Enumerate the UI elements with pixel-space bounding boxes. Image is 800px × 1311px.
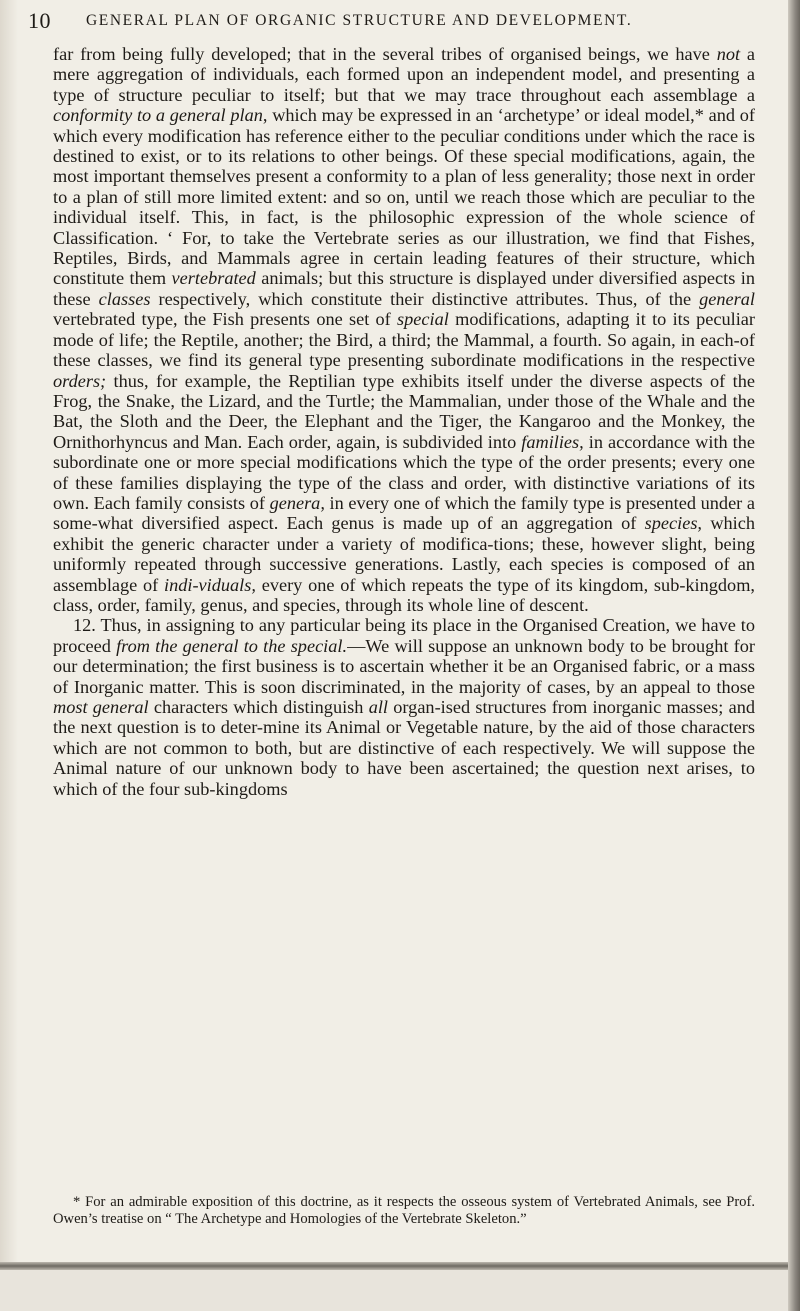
italic-run: conformity to a general plan — [53, 105, 263, 126]
page-body — [53, 44, 755, 799]
text-run: 12. Thus, in assigning to any particular being its place in the Organised Creation, we have to proceed — [53, 615, 755, 656]
text-run: thus, for example, the Reptilian type exhibits itself under the diverse aspects of the Frog, the Snake, the Lizard, and the Turtle; the Mammalian, under those of the Whale and the Bat, the Sloth and the Deer, the Elephant and the Tiger, the Kangaroo and the Monkey, the Ornithorhyncus and Man. Each order, again, is subdivided into — [53, 370, 755, 452]
bottom-rule — [0, 1262, 788, 1270]
italic-run: indi-viduals, — [164, 574, 256, 595]
page-header — [28, 8, 760, 38]
italic-run: species, — [644, 513, 703, 534]
paragraph-12 — [53, 615, 755, 799]
page-edge — [788, 0, 800, 1311]
italic-run: not — [716, 44, 741, 64]
italic-run: special — [397, 309, 449, 330]
text-run: vertebrated type, the Fish presents one set of — [53, 309, 398, 330]
paragraph-1 — [53, 44, 755, 615]
text-run: every one of which repeats the type of its kingdom, sub-kingdom, class, order, family, genus, and species, through its whole line of descent. — [53, 574, 755, 615]
running-head: GENERAL PLAN OF ORGANIC STRUCTURE AND DEVELOPMENT. — [86, 12, 633, 29]
italic-run: vertebrated — [171, 268, 256, 289]
text-run: modifications, adapting it to its peculiar mode of life; the Reptile, another; the Bird, a third; the Mammal, a fourth. So again, in each-of these classes, we find its general type presenting subordinate modifications in the respective — [53, 309, 755, 371]
footnote: * For an admirable exposition of this doctrine, as it respects the osseous system of Vertebrated Animals, see Prof. Owen’s treatise on “ The Archetype and Homologies of the Vertebrate Skeleton.” — [53, 1194, 755, 1227]
text-run: , which may be expressed in an ‘archetype’ or ideal model,* and of which every modification has reference either to the peculiar conditions under which the race is destined to exist, or to its relations to other beings. Of these special modifications, again, the most important themselves present a conformity to a plan of less generality; those next in order to a plan of still more limited extent: and so on, until we reach those which are peculiar to the individual itself. This, in fact, is the philosophic expression of the whole science of Classification. ‘ For, to take the Vertebrate series as our illustration, we find that Fishes, Reptiles, Birds, and Mammals agree in certain leading features of their structure, which constitute them — [53, 105, 755, 289]
text-run: far from being fully developed; that in the several tribes of organised beings, we have — [53, 44, 717, 64]
text-run: —We will suppose an unknown body to be brought for our determination; the first business is to ascertain whether it be an Organised fabric, or a mass of Inorganic matter. This is soon discriminated, in the majority of cases, by an appeal to those — [53, 635, 755, 697]
italic-run: general — [699, 288, 755, 309]
text-run: in every one of which the family type is presented under a some-what diversified aspect. Each genus is made up of an aggregation of — [53, 492, 756, 534]
italic-run: genera, — [269, 492, 325, 513]
text-run: a mere aggregation of individuals, each formed upon an independent model, and presenting a type of structure peculiar to itself; but that we may trace throughout each assemblage a — [53, 44, 755, 105]
bottom-margin — [0, 1270, 788, 1311]
italic-run: most general — [53, 697, 149, 717]
text-run: organ-ised structures from inorganic masses; and the next question is to deter-mine its Animal or Vegetable nature, by the aid of those characters which are not common to both, but are distinctive of each respectively. We will suppose the Animal nature of our unknown body to have been ascertained; the question next arises, to which of the four sub-kingdoms — [53, 697, 755, 799]
text-run: characters which distinguish — [148, 697, 369, 717]
italic-run: from the general to the special. — [116, 635, 348, 656]
text-run: in accordance with the subordinate one or more special modifications which the type of the order presents; every one of these families displaying the type of the class and order, with distinctive variations of its own. Each family consists of — [53, 431, 756, 513]
italic-run: all — [368, 697, 389, 717]
page-number: 10 — [28, 8, 51, 33]
italic-run: classes — [98, 288, 151, 309]
page-shadow — [0, 0, 18, 1311]
italic-run: orders; — [53, 370, 107, 391]
text-run: which exhibit the generic character under a variety of modifica-tions; these, however slight, being uniformly repeated through successive generations. Lastly, each species is composed of an assemblage of — [53, 513, 756, 595]
text-run: animals; but this structure is displayed under diversified aspects in these — [53, 268, 755, 309]
text-run: respectively, which constitute their distinctive attributes. Thus, of the — [150, 288, 700, 309]
italic-run: families, — [521, 431, 584, 452]
